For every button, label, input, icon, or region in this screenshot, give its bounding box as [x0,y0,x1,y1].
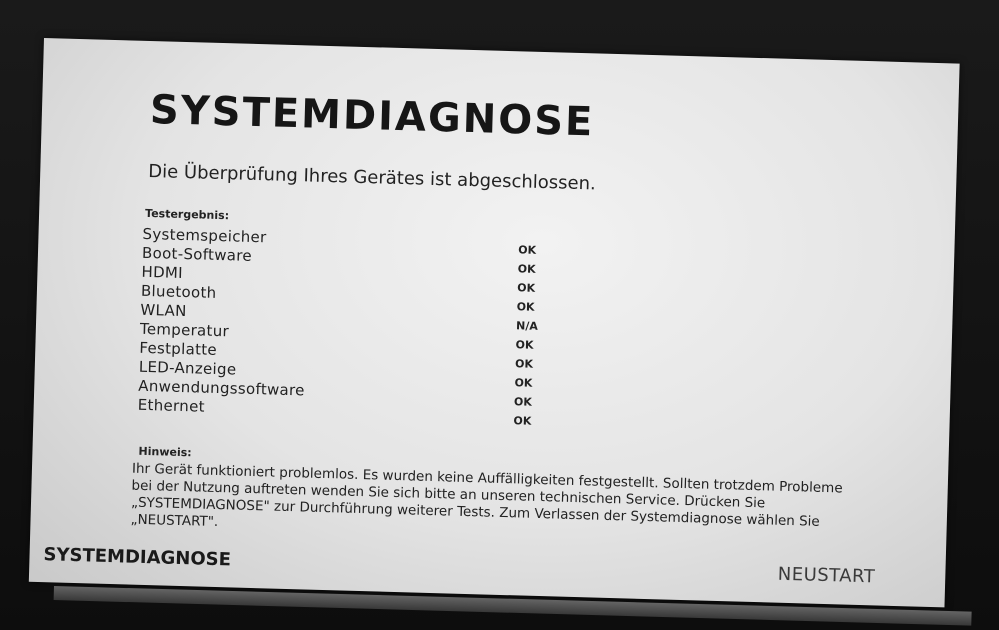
result-status: OK [513,414,532,428]
result-status: N/A [515,319,539,333]
result-name: HDMI [141,262,184,282]
results-list [138,225,563,427]
result-status: OK [515,338,534,352]
result-status: OK [517,281,536,295]
page-title: SYSTEMDIAGNOSE [149,86,595,146]
result-name: Festplatte [139,338,218,359]
result-status: OK [517,262,536,276]
neustart-button[interactable]: NEUSTART [777,563,876,588]
result-name: LED-Anzeige [138,357,237,379]
page-subtitle: Die Überprüfung Ihres Gerätes ist abgeschlossen. [148,160,597,195]
result-status: OK [514,376,533,390]
note-label: Hinweis: [138,444,192,460]
diagnostic-screen [29,38,960,607]
result-name: Ethernet [137,395,206,416]
result-name: WLAN [140,300,187,321]
result-status: OK [518,243,537,257]
result-name: Systemspeicher [142,224,267,247]
results-label: Testergebnis: [144,206,230,223]
result-status: OK [514,357,534,371]
result-status: OK [513,395,533,409]
result-status: OK [516,300,535,314]
result-name: Anwendungssoftware [138,376,305,400]
result-name: Bluetooth [140,281,217,302]
result-name: Boot-Software [141,243,253,265]
systemdiagnose-button[interactable]: SYSTEMDIAGNOSE [43,544,232,571]
result-name: Temperatur [139,319,230,341]
note-text: Ihr Gerät funktioniert problemlos. Es wurden keine Auffälligkeiten festgestellt. Sollten trotzdem Probleme bei der Nutzung auftreten wenden Sie sich bitte an unseren technischen Service. Drücken Sie „SYSTEMDIAGNOSE" zur Durchführung weiterer Tests. Zum Verlassen der Systemdiagnose wählen Sie „NEUSTART". [130,460,843,531]
